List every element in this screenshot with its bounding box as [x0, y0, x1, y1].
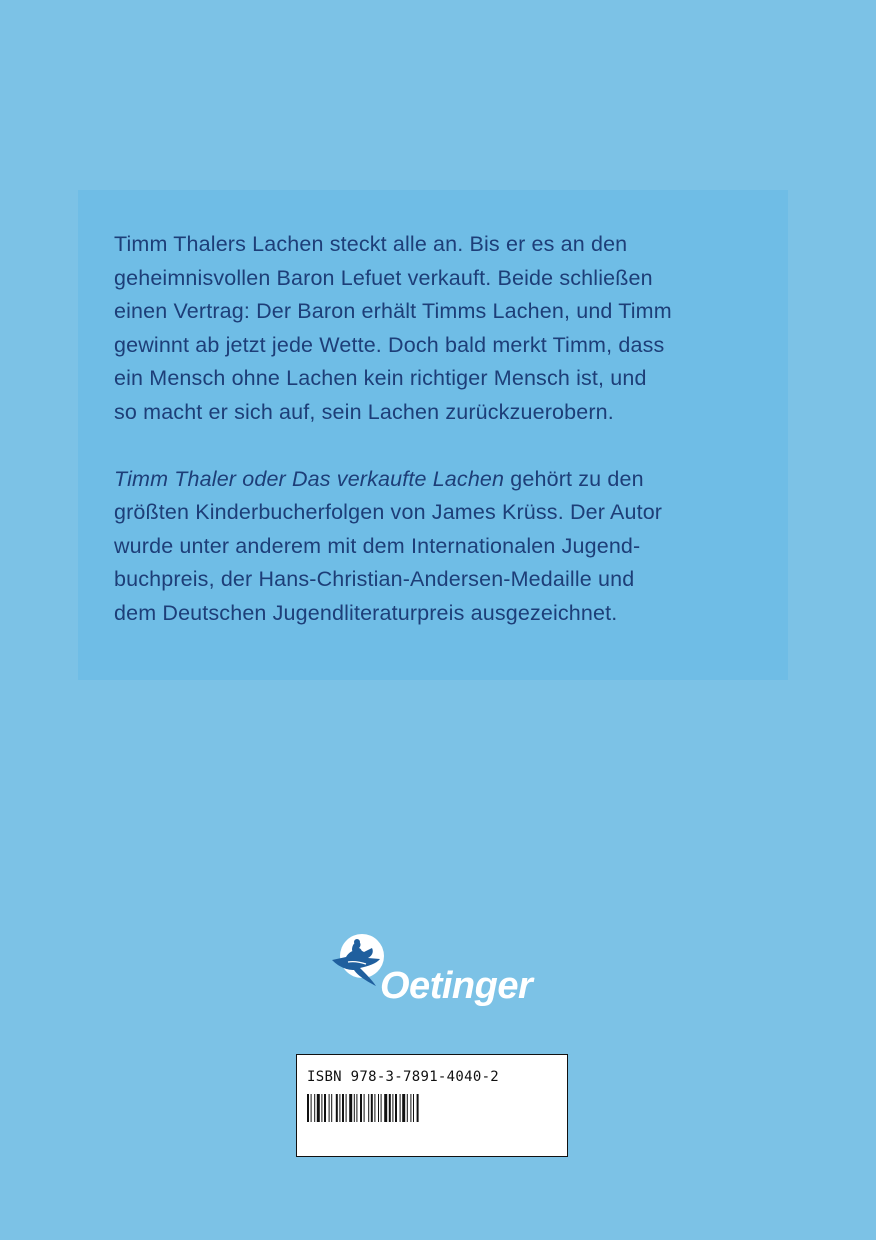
- barcode-bar: [402, 1094, 405, 1122]
- barcode-bar: [321, 1094, 322, 1122]
- text-line: wurde unter anderem mit dem Internationalen Jugend-: [114, 533, 641, 558]
- barcode-bar: [381, 1094, 382, 1122]
- barcode-bar: [356, 1094, 357, 1122]
- book-title: Timm Thaler oder Das verkaufte Lachen: [114, 466, 505, 491]
- text-line: [114, 463, 764, 497]
- barcode-bar: [400, 1094, 401, 1122]
- barcode-bar: [410, 1094, 411, 1122]
- barcode-bar: [389, 1094, 391, 1122]
- barcode-bar: [349, 1094, 352, 1122]
- barcode-bar: [392, 1094, 393, 1122]
- isbn-label: ISBN 978-3-7891-4040-2: [307, 1069, 500, 1085]
- publisher-name: Oetinger: [380, 965, 533, 1007]
- barcode-bar: [336, 1094, 338, 1122]
- barcode-bar: [346, 1094, 347, 1122]
- text-line: Timm Thalers Lachen steckt alle an. Bis er es an den: [114, 232, 628, 256]
- text-line: ein Mensch ohne Lachen kein richtiger Mensch ist, und: [114, 366, 647, 391]
- barcode-bar: [329, 1094, 330, 1122]
- barcode-bar: [354, 1094, 355, 1122]
- barcode-bar: [360, 1094, 362, 1122]
- barcode-bar: [314, 1094, 315, 1122]
- barcode-bar: [413, 1094, 414, 1122]
- text-line: so macht er sich auf, sein Lachen zurückzuerobern.: [114, 399, 614, 424]
- blurb-paragraph-2: [114, 463, 764, 631]
- text-line: größten Kinderbucherfolgen von James Krüss. Der Autor: [114, 500, 663, 525]
- text-line: geheimnisvollen Baron Lefuet verkauft. Beide schließen: [114, 265, 653, 290]
- barcode-bar: [317, 1094, 320, 1122]
- barcode-bar: [311, 1094, 312, 1122]
- barcode-bar: [342, 1094, 344, 1122]
- barcode-bar: [371, 1094, 373, 1122]
- blurb-box: [78, 190, 788, 680]
- barcode-bar: [368, 1094, 369, 1122]
- text-line: einen Vertrag: Der Baron erhält Timms Lachen, und Timm: [114, 299, 672, 324]
- text-line: buchpreis, der Hans-Christian-Andersen-Medaille und: [114, 567, 635, 592]
- barcode-bar: [374, 1094, 375, 1122]
- barcode-bar: [307, 1094, 309, 1122]
- barcode-bar: [331, 1094, 332, 1122]
- barcode-icon: [307, 1094, 487, 1122]
- barcode-bar: [417, 1094, 419, 1122]
- barcode-bar: [384, 1094, 387, 1122]
- blurb-paragraph-1: [114, 228, 764, 430]
- isbn-barcode-box: [296, 1054, 568, 1157]
- blurb-text: [114, 228, 764, 631]
- barcode-bar: [364, 1094, 365, 1122]
- barcode-bar: [395, 1094, 397, 1122]
- text-line: gewinnt ab jetzt jede Wette. Doch bald merkt Timm, dass: [114, 332, 665, 357]
- barcode-bar: [324, 1094, 326, 1122]
- publisher-logo: [328, 930, 548, 1020]
- barcode-bar: [339, 1094, 340, 1122]
- text-fragment: gehört zu den: [504, 466, 644, 491]
- barcode-bar: [407, 1094, 408, 1122]
- barcode-bar: [378, 1094, 379, 1122]
- text-line: dem Deutschen Jugendliteraturpreis ausgezeichnet.: [114, 600, 618, 625]
